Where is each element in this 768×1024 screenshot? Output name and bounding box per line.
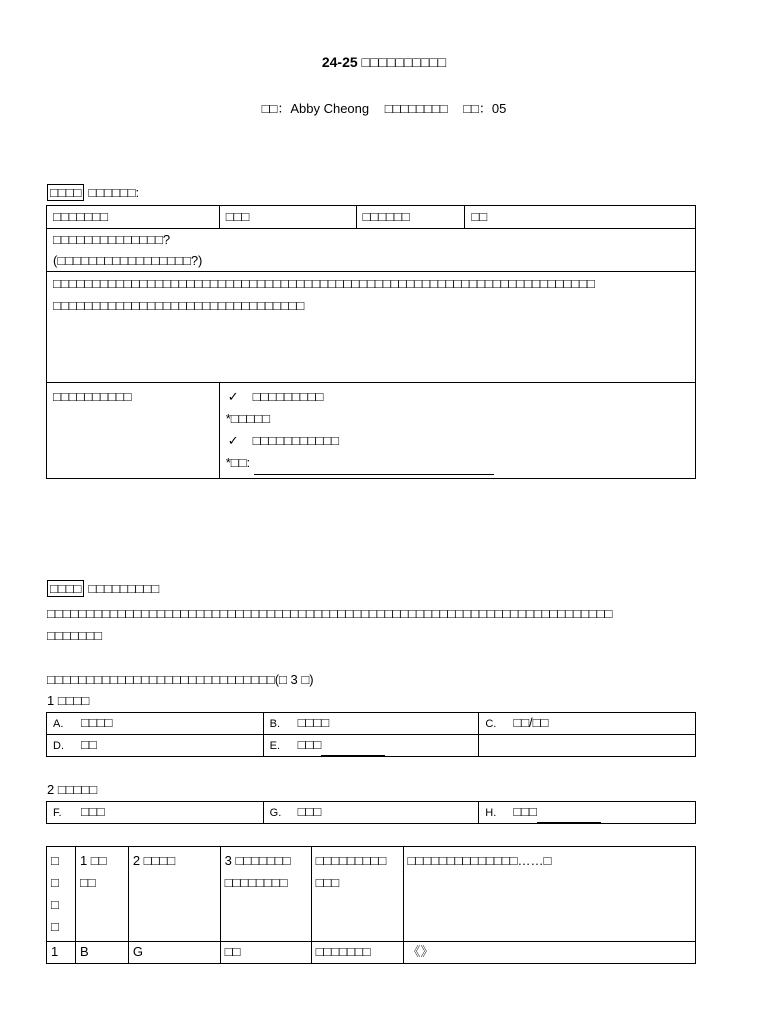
group1-title: 1 □□□□ — [47, 693, 90, 708]
check-mark-icon: ✓ — [227, 389, 239, 404]
option-g[interactable]: G. □□□ — [263, 802, 479, 824]
option-d[interactable]: D. □□ — [47, 735, 264, 757]
check-mark-icon: ✓ — [227, 433, 239, 448]
student-name: □□：Abby Cheong — [261, 101, 370, 116]
row1-topic[interactable]: □□ — [220, 942, 311, 964]
answer-line-1: □□□□□□□□□□□□□□□□□□□□□□□□□□□□□□□□□□□□□□□□□□□□□□□□□□□□□□□□□□□□□□□□□□□□□ — [53, 276, 595, 291]
option-h[interactable]: H. □□□ — [479, 802, 696, 824]
book-name-label: □□□□□□□ — [47, 206, 220, 229]
part1-question — [47, 229, 696, 272]
part2-heading-text: □□□□□□□□□ — [88, 581, 160, 596]
option-e[interactable]: E. □□□ — [263, 735, 479, 757]
head-index: □ □ □ □ — [47, 847, 76, 942]
head-topic: 3 □□□□□□□ □□□□□□□□ — [220, 847, 311, 942]
document-title: 24-25 □□□□□□□□□□ — [321, 54, 447, 70]
row1-title[interactable]: 《》 — [403, 942, 695, 964]
answer-line-2: □□□□□□□□□□□□□□□□□□□□□□□□□□□□□□□□ — [53, 298, 305, 313]
check-note-2 — [226, 452, 689, 475]
check-item-1: □□□□□□□□□ — [252, 389, 324, 404]
student-info — [0, 98, 768, 117]
head-title: □□□□□□□□□□□□□□……□ — [403, 847, 695, 942]
group2-options-table — [46, 801, 696, 824]
option-f[interactable]: F. □□□ — [47, 802, 264, 824]
reading-record-table — [46, 846, 696, 964]
check-note-2-prefix: *□□: — [225, 455, 251, 470]
author-label: □□□□□□ — [356, 206, 465, 229]
check-label: □□□□□□□□□□ — [47, 383, 220, 479]
check-row-1 — [226, 386, 689, 408]
check-row-2 — [226, 430, 689, 452]
part2-para-line-1: □□□□□□□□□□□□□□□□□□□□□□□□□□□□□□□□□□□□□□□□□□□□□□□□□□□□□□□□□□□□□□□□□□□□□□□□ — [47, 606, 613, 621]
row1-date[interactable]: □□□□□□□ — [311, 942, 403, 964]
empty-cell — [479, 735, 696, 757]
option-a[interactable]: A. □□□□ — [47, 713, 264, 735]
check-list — [219, 383, 695, 479]
part1-answer — [47, 272, 696, 383]
student-number: □□：05 — [463, 101, 507, 116]
option-b[interactable]: B. □□□□ — [263, 713, 479, 735]
part2-para-line-2: □□□□□□□ — [47, 628, 102, 643]
row1-index: 1 — [47, 942, 76, 964]
question-line-2: (□□□□□□□□□□□□□□□□□?) — [53, 253, 203, 268]
part1-heading — [47, 185, 139, 200]
group1-options-table — [46, 712, 696, 757]
head-source: 2 □□□□ — [128, 847, 220, 942]
head-date: □□□□□□□□□ □□□ — [311, 847, 403, 942]
check-item-2: □□□□□□□□□□□ — [252, 433, 339, 448]
part1-table — [46, 205, 696, 479]
row1-category[interactable]: B — [75, 942, 128, 964]
book-name-value: □□□ — [219, 206, 356, 229]
part1-label: □□□□ — [47, 184, 84, 201]
part2-instruction: □□□□□□□□□□□□□□□□□□□□□□□□□□□□□(□ 3 □) — [47, 672, 314, 687]
part2-paragraph — [47, 603, 737, 647]
check-note-2-blank[interactable] — [254, 452, 494, 475]
part1-heading-text: □□□□□□: — [88, 185, 140, 200]
part2-heading — [47, 581, 159, 596]
head-category: 1 □□ □□ — [75, 847, 128, 942]
question-line-1: □□□□□□□□□□□□□□? — [53, 232, 171, 247]
option-h-blank[interactable] — [537, 802, 601, 823]
row1-source[interactable]: G — [128, 942, 220, 964]
part2-label: □□□□ — [47, 580, 84, 597]
option-e-blank[interactable] — [321, 735, 385, 756]
group2-title: 2 □□□□□ — [47, 782, 98, 797]
student-class: □□□□□□□□ — [384, 101, 448, 116]
option-c[interactable]: C. □□/□□ — [479, 713, 696, 735]
check-note-1: *□□□□□ — [225, 411, 271, 426]
author-value: □□ — [465, 206, 696, 229]
